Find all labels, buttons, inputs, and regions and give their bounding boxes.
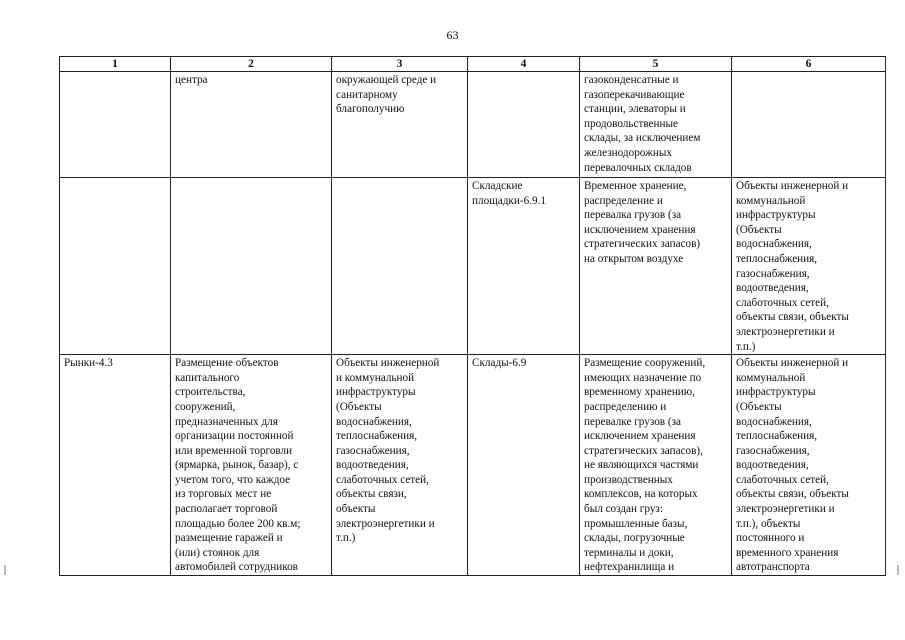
table-cell: [732, 178, 886, 355]
cell-text: Складские площадки-6.9.1: [472, 180, 546, 207]
cell-text: газоконденсатные и газоперекачивающие станции, элеваторы и продовольственные склады, за исключением железнодорожных перевалочных складов: [584, 74, 701, 174]
table-cell: [580, 178, 732, 355]
table-cell: [468, 72, 580, 178]
table-cell: [468, 178, 580, 355]
cell-text: Размещение сооружений, имеющих назначение по временному хранению, распределению и перевалке грузов (за исключением хранения стратегических запасов), не являющихся частями производственных комплексов, на которых был создан груз: промышленные базы, склады, погрузочные терминалы и доки, нефтехранилища и: [584, 357, 706, 574]
scan-edge-mark: [897, 565, 899, 575]
table-cell: [171, 355, 332, 576]
table-cell: [171, 72, 332, 178]
table-cell: [332, 178, 468, 355]
column-header: 5: [580, 57, 732, 72]
table-row: [60, 72, 886, 178]
page-number: 63: [446, 28, 459, 42]
table-cell: [332, 355, 468, 576]
table-row: [60, 355, 886, 576]
cell-text: Склады-6.9: [472, 357, 527, 370]
scan-edge-mark: [4, 565, 6, 575]
cell-text: Объекты инженерной и коммунальной инфраструктуры (Объекты водоснабжения, теплоснабжения, газоснабжения, водоотведения, слаботочных сетей, объекты связи, объекты электроэнергетики и т.п.): [336, 357, 440, 545]
column-header: 6: [732, 57, 886, 72]
cell-text: Временное хранение, распределение и перевалка грузов (за исключением хранения стратегических запасов) на открытом воздухе: [584, 180, 701, 265]
cell-text: Объекты инженерной и коммунальной инфраструктуры (Объекты водоснабжения, теплоснабжения, газоснабжения, водоотведения, слаботочных сетей, объекты связи, объекты электроэнергетики и т.п.): [736, 180, 849, 353]
table-cell: [60, 178, 171, 355]
cell-text: Рынки-4.3: [64, 357, 113, 370]
table-cell: [732, 72, 886, 178]
column-header: 2: [171, 57, 332, 72]
cell-text: Объекты инженерной и коммунальной инфраструктуры (Объекты водоснабжения, теплоснабжения, газоснабжения, водоотведения, слаботочных сетей, объекты связи, объекты электроэнергетики и т.п.), объекты постоянного и временного хранения автотранспорта: [736, 357, 849, 574]
table-cell: [171, 178, 332, 355]
column-header: 3: [332, 57, 468, 72]
table-header-row: [60, 57, 886, 72]
table-cell: [580, 72, 732, 178]
table-cell: [60, 355, 171, 576]
table-cell: [332, 72, 468, 178]
table-cell: [732, 355, 886, 576]
table-cell: [468, 355, 580, 576]
table-cell: [60, 72, 171, 178]
cell-text: центра: [175, 74, 208, 86]
column-header: 1: [60, 57, 171, 72]
cell-text: окружающей среде и санитарному благополучию: [336, 74, 437, 116]
table-cell: [580, 355, 732, 576]
table-row: [60, 178, 886, 355]
column-header: 4: [468, 57, 580, 72]
zoning-table: [59, 56, 886, 576]
cell-text: Размещение объектов капитального строительства, сооружений, предназначенных для организации постоянной или временной торговли (ярмарка, рынок, базар), с учетом того, что каждое из торговых мест не располагает торговой площадью более 200 кв.м; размещение гаражей и (или) стоянок для автомобилей сотрудников: [175, 357, 301, 574]
